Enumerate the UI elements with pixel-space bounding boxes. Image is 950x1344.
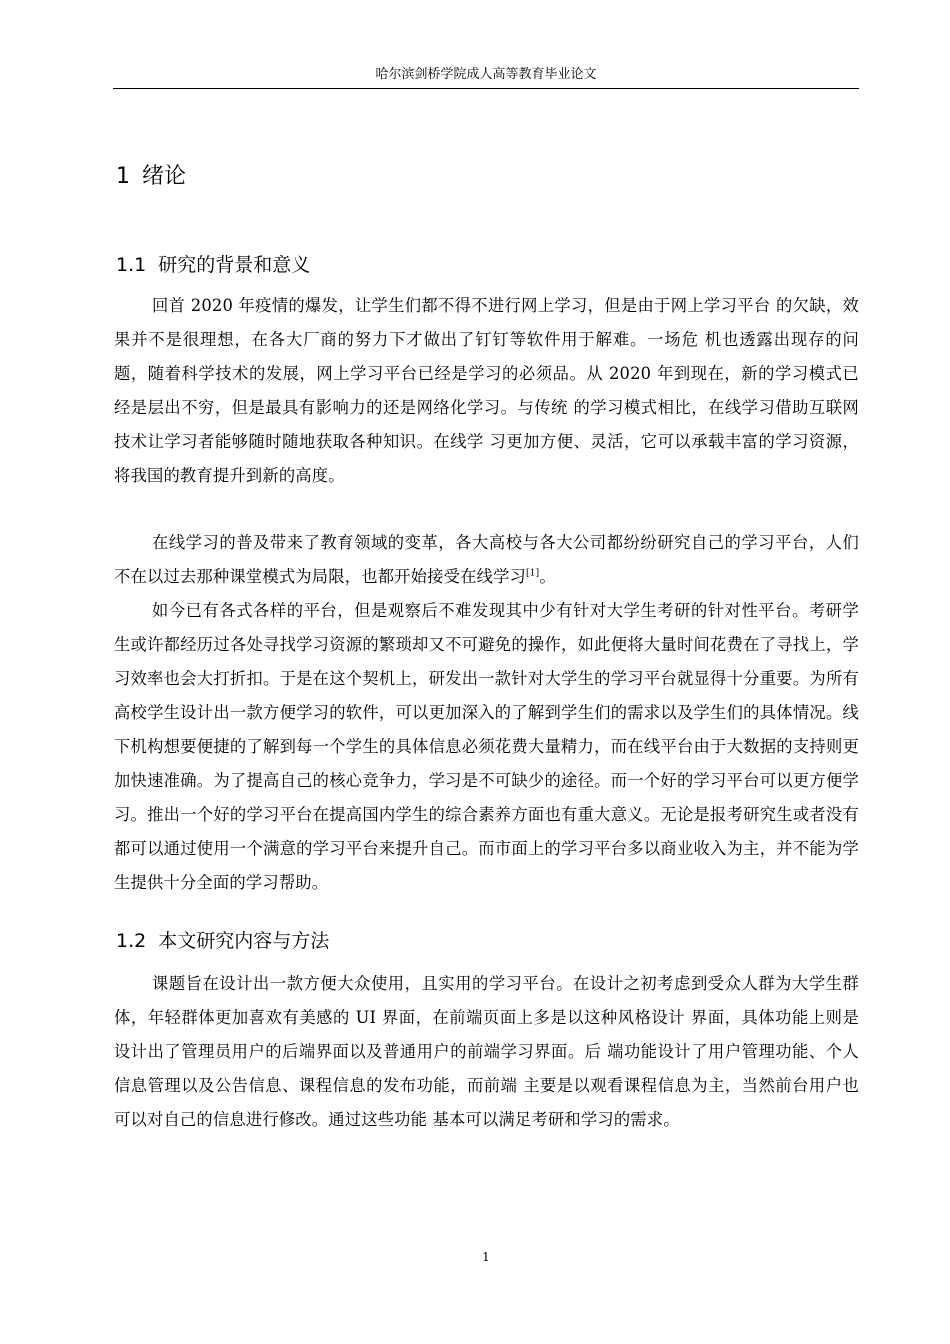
chapter-number: 1 [116,164,130,189]
paragraph-significance: 如今已有各式各样的平台，但是观察后不难发现其中少有针对大学生考研的针对性平台。考研学生或许都经历过各处寻找学习资源的繁琐却又不可避免的操作，如此便将大量时间花费在了寻找上，学习效率也会大打折扣。于是在这个契机上，研发出一款针对大学生的学习平台就显得十分重要。为所有高校学生设计出一款方便学习的软件，可以更加深入的了解到学生们的需求以及学生们的具体情况。线下机构想要便捷的了解到每一个学生的具体信息必须花费大量精力，而在线平台由于大数据的支持则更加快速准确。为了提高自己的核心竞争力，学习是不可缺少的途径。而一个好的学习平台可以更方便学习。推出一个好的学习平台在提高国内学生的综合素养方面也有重大意义。无论是报考研究生或者没有都可以通过使用一个满意的学习平台来提升自己。而市面上的学习平台多以商业收入为主，并不能为学生提供十分全面的学习帮助。 [114,601,859,892]
chapter-title: 绪论 [142,164,187,189]
section-number: 1.2 [116,930,147,952]
running-header: 哈尔滨剑桥学院成人高等教育毕业论文 [375,67,597,82]
page-number: 1 [482,1250,490,1264]
section-heading-1-2 [116,928,329,954]
chapter-heading [116,162,186,192]
section-title: 本文研究内容与方法 [158,930,330,952]
paragraph-online-learning [114,526,859,594]
paragraph-text: 在线学习的普及带来了教育领域的变革，各大高校与各大公司都纷纷研究自己的学习平台，人们不在以过去那种课堂模式为局限，也都开始接受在线学习 [114,533,859,586]
paragraph-content-method: 课题旨在设计出一款方便大众使用，且实用的学习平台。在设计之初考虑到受众人群为大学生群体，年轻群体更加喜欢有美感的 UI 界面，在前端页面上多是以这种风格设计 界面，具体功能上则是设计出了管理员用户的后端界面以及普通用户的前端学习界面。后 端功能设计了用户管理功能、个人信息管理以及公告信息、课程信息的发布功能，而前端 主要是以观看课程信息为主，当然前台用户也可以对自己的信息进行修改。通过这些功能 基本可以满足考研和学习的需求。 [114,974,859,1129]
citation-reference: [1] [526,568,540,579]
paragraph-end-punct: 。 [539,567,556,586]
header-rule [113,88,859,89]
section-title: 研究的背景和意义 [158,254,311,276]
section-heading-1-1 [116,252,310,278]
paragraph-background: 回首 2020 年疫情的爆发，让学生们都不得不进行网上学习，但是由于网上学习平台 的欠缺，效果并不是很理想，在各大厂商的努力下才做出了钉钉等软件用于解难。一场危 机也透露出现存的问题，随着科学技术的发展，网上学习平台已经是学习的必须品。从 2020 年到现在，新的学习模式已经是层出不穷，但是最具有影响力的还是网络化学习。与传统 的学习模式相比，在线学习借助互联网技术让学习者能够随时随地获取各种知识。在线学 习更加方便、灵活，它可以承载丰富的学习资源，将我国的教育提升到新的高度。 [114,296,859,485]
section-number: 1.1 [116,254,147,276]
